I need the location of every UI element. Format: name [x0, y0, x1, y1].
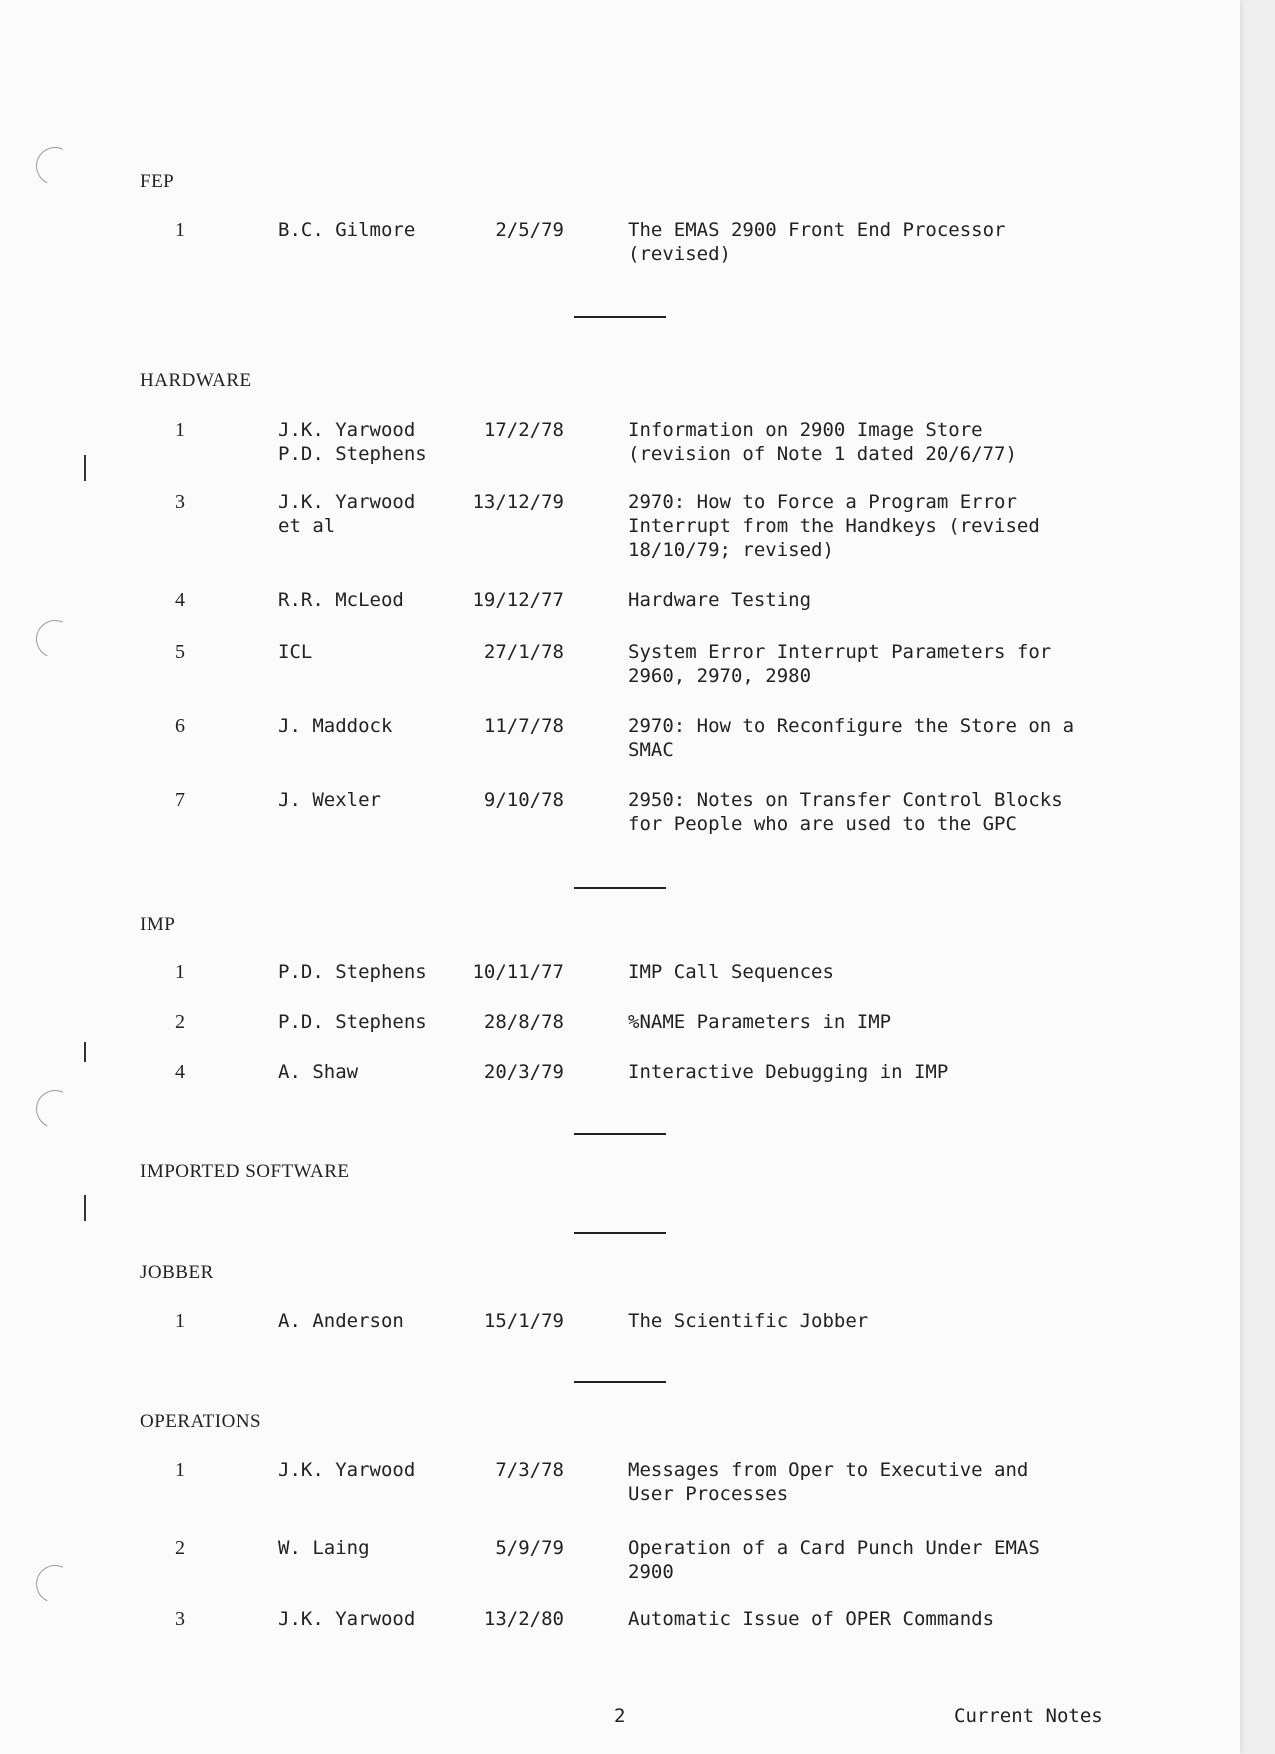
note-title: 2970: How to Force a Program Error Interrupt from the Handkeys (revised 18/10/79; revised) — [628, 491, 1040, 561]
section-heading-imp: IMP — [140, 914, 176, 935]
note-number: 7 — [175, 789, 185, 811]
section-heading-fep: FEP — [140, 171, 175, 192]
note-number: 6 — [175, 715, 185, 737]
note-date: 17/2/78 — [483, 419, 564, 441]
section-heading-hardware: HARDWARE — [140, 370, 252, 391]
note-date: 13/2/80 — [483, 1608, 564, 1630]
note-number: 1 — [175, 1459, 185, 1481]
note-number: 3 — [175, 1608, 185, 1630]
note-date: 2/5/79 — [495, 219, 564, 241]
section-divider — [574, 1381, 666, 1383]
note-title: The Scientific Jobber — [628, 1310, 869, 1332]
note-number: 1 — [175, 1310, 185, 1332]
section-heading-jobber: JOBBER — [140, 1262, 214, 1283]
note-title: 2950: Notes on Transfer Control Blocks for People who are used to the GPC — [628, 789, 1063, 835]
note-date: 5/9/79 — [495, 1537, 564, 1559]
footer-label: Current Notes — [954, 1705, 1103, 1727]
note-title: The EMAS 2900 Front End Processor (revised) — [628, 219, 1006, 265]
note-title: System Error Interrupt Parameters for 2960, 2970, 2980 — [628, 641, 1052, 687]
section-divider — [574, 1232, 666, 1234]
note-number: 1 — [175, 419, 185, 441]
punch-hole — [31, 142, 80, 191]
note-title: IMP Call Sequences — [628, 961, 834, 983]
punch-hole — [31, 1560, 80, 1609]
note-title: Automatic Issue of OPER Commands — [628, 1608, 995, 1630]
note-author: J. Wexler — [278, 789, 381, 811]
section-divider — [574, 887, 666, 889]
note-author: J.K. Yarwood et al — [278, 491, 416, 537]
note-number: 4 — [175, 1061, 185, 1083]
note-author: J.K. Yarwood — [278, 1459, 416, 1481]
note-date: 9/10/78 — [483, 789, 564, 811]
note-author: J. Maddock — [278, 715, 393, 737]
section-heading-operations: OPERATIONS — [140, 1411, 262, 1432]
note-author: R.R. McLeod — [278, 589, 404, 611]
note-author: J.K. Yarwood — [278, 1608, 416, 1630]
note-date: 15/1/79 — [483, 1310, 564, 1332]
note-author: B.C. Gilmore — [278, 219, 416, 241]
note-author: P.D. Stephens — [278, 1011, 427, 1033]
note-title: Hardware Testing — [628, 589, 812, 611]
note-number: 5 — [175, 641, 185, 663]
binder-mark — [84, 1195, 86, 1221]
note-number: 1 — [175, 219, 185, 241]
note-date: 19/12/77 — [472, 589, 564, 611]
note-author: P.D. Stephens — [278, 961, 427, 983]
note-title: 2970: How to Reconfigure the Store on a SMAC — [628, 715, 1075, 761]
note-number: 2 — [175, 1537, 185, 1559]
note-date: 13/12/79 — [472, 491, 564, 513]
page-number: 2 — [614, 1705, 626, 1727]
note-date: 27/1/78 — [483, 641, 564, 663]
note-date: 28/8/78 — [483, 1011, 564, 1033]
binder-mark — [84, 1042, 86, 1062]
note-number: 4 — [175, 589, 185, 611]
note-author: A. Anderson — [278, 1310, 404, 1332]
punch-hole — [31, 615, 80, 664]
note-author: A. Shaw — [278, 1061, 359, 1083]
note-number: 3 — [175, 491, 185, 513]
note-number: 2 — [175, 1011, 185, 1033]
note-number: 1 — [175, 961, 185, 983]
note-title: Interactive Debugging in IMP — [628, 1061, 949, 1083]
note-title: Operation of a Card Punch Under EMAS 2900 — [628, 1537, 1040, 1583]
note-date: 7/3/78 — [495, 1459, 564, 1481]
punch-hole — [31, 1085, 80, 1134]
note-title: Information on 2900 Image Store (revision of Note 1 dated 20/6/77) — [628, 419, 1017, 465]
section-divider — [574, 316, 666, 318]
section-heading-imported-software: IMPORTED SOFTWARE — [140, 1161, 350, 1182]
note-date: 11/7/78 — [483, 715, 564, 737]
note-title: Messages from Oper to Executive and User Processes — [628, 1459, 1029, 1505]
note-date: 10/11/77 — [472, 961, 564, 983]
note-title: %NAME Parameters in IMP — [628, 1011, 892, 1033]
section-divider — [574, 1133, 666, 1135]
note-date: 20/3/79 — [483, 1061, 564, 1083]
note-author: J.K. Yarwood P.D. Stephens — [278, 419, 427, 465]
binder-mark — [84, 455, 86, 481]
note-author: ICL — [278, 641, 313, 663]
note-author: W. Laing — [278, 1537, 370, 1559]
